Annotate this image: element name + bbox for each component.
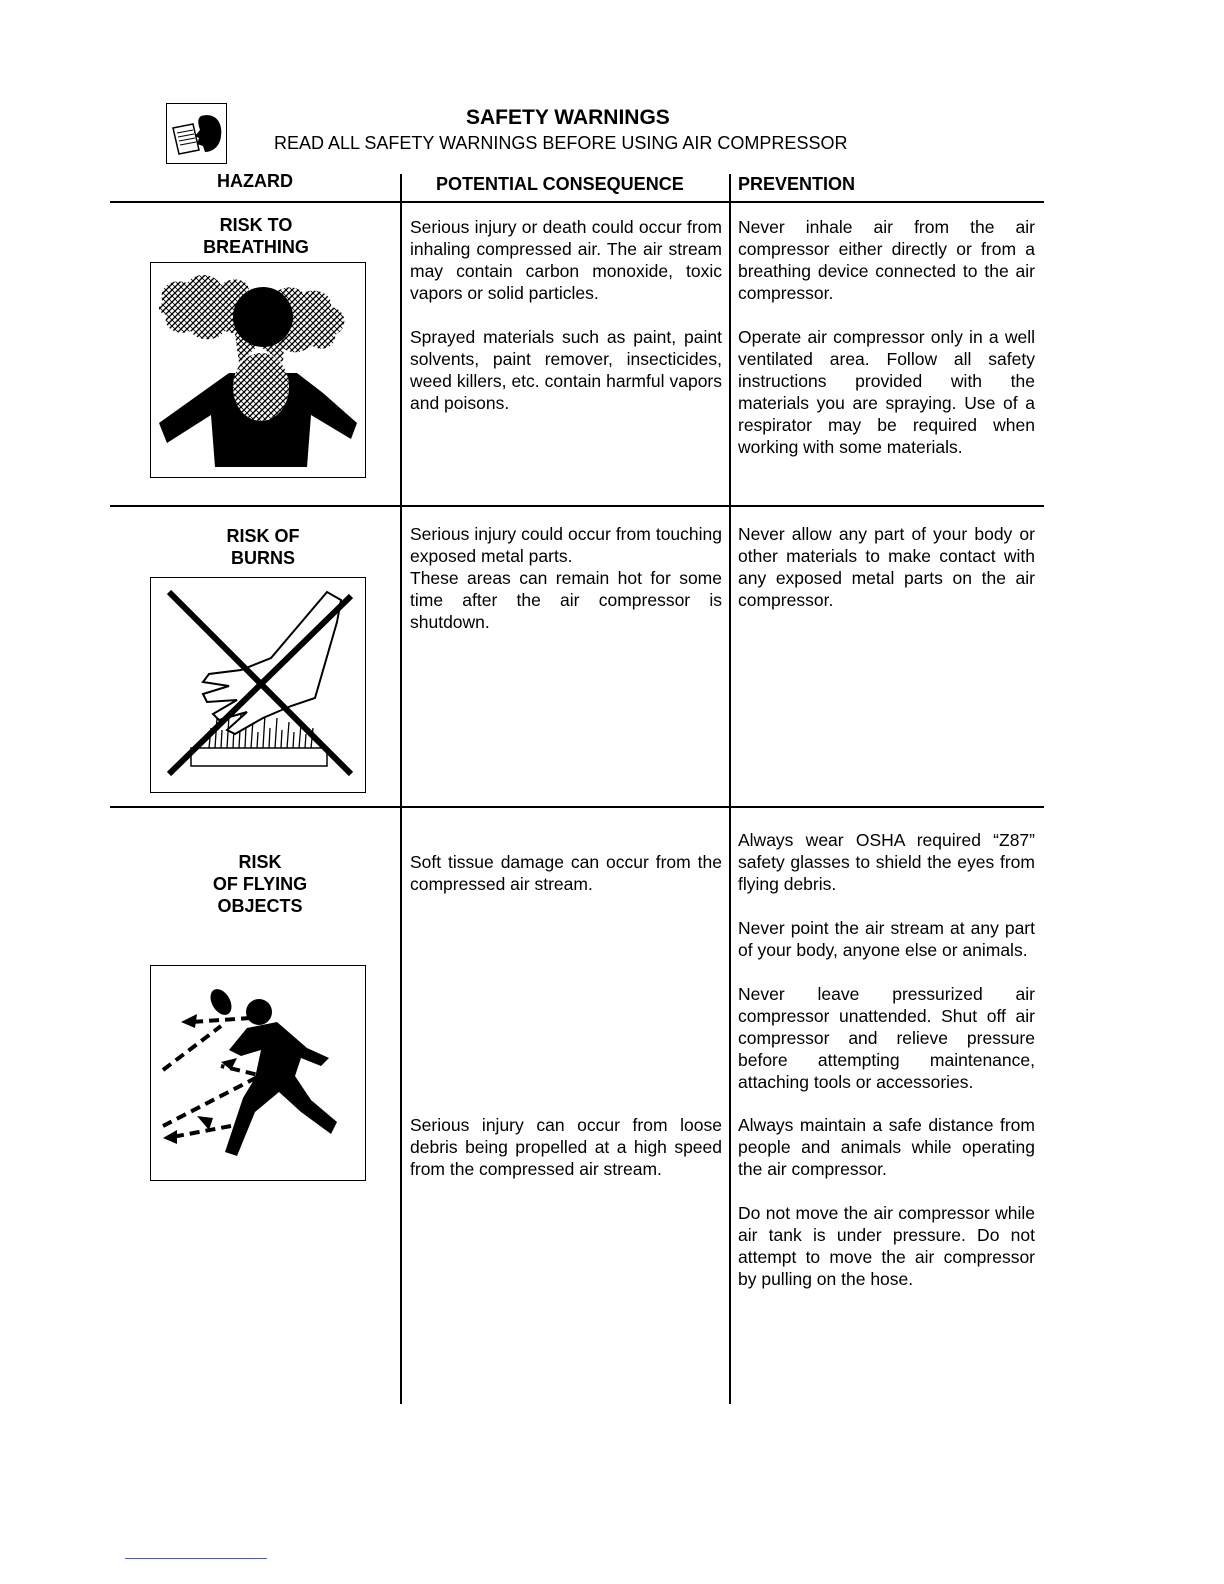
table-header-divider	[110, 201, 1044, 203]
hazard-label-line: BREATHING	[203, 237, 309, 257]
column-divider	[729, 174, 731, 1404]
consequence-text: Serious injury or death could occur from inhaling compressed air. The air stream may contain carbon monoxide, toxic vapors or solid particles.	[410, 217, 722, 303]
row-divider	[110, 806, 1044, 808]
prevention-text: Do not move the air compressor while air tank is under pressure. Do not attempt to move the air compressor by pulling on the hose.	[738, 1203, 1035, 1289]
burn-hazard-icon	[150, 577, 366, 793]
hazard-label-line: RISK	[238, 852, 282, 872]
flying-objects-hazard-icon	[150, 965, 366, 1181]
prevention-text: Operate air compressor only in a well ventilated area. Follow all safety instructions provided with the materials you are spraying. Use of a respirator may be required when working with some materials.	[738, 327, 1035, 457]
hazard-label-flying-objects	[180, 851, 340, 917]
page-subtitle: READ ALL SAFETY WARNINGS BEFORE USING AIR COMPRESSOR	[274, 133, 848, 153]
hazard-label-breathing	[176, 214, 336, 258]
consequence-text: Sprayed materials such as paint, paint solvents, paint remover, insecticides, weed killers, etc. contain harmful vapors and poisons.	[410, 327, 722, 413]
row-divider	[110, 505, 1044, 507]
hazard-label-line: RISK TO	[219, 215, 293, 235]
column-header-hazard: HAZARD	[217, 171, 293, 191]
hazard-label-line: OF FLYING	[212, 874, 308, 894]
prevention-text: Never leave pressurized air compressor unattended. Shut off air compressor and relieve pressure before attempting maintenance, attaching tools or accessories.	[738, 984, 1035, 1092]
hazard-label-line: RISK OF	[226, 526, 300, 546]
consequence-text: Serious injury could occur from touching exposed metal parts.	[410, 524, 722, 566]
consequence-text: Soft tissue damage can occur from the compressed air stream.	[410, 852, 722, 894]
hazard-label-line: BURNS	[230, 548, 295, 568]
prevention-text: Never point the air stream at any part of your body, anyone else or animals.	[738, 918, 1035, 960]
column-header-prevention: PREVENTION	[738, 174, 856, 194]
prevention-text: Never allow any part of your body or other materials to make contact with any exposed metal parts on the air compressor.	[738, 524, 1035, 610]
hazard-label-burns	[183, 525, 343, 569]
prevention-text: Never inhale air from the air compressor either directly or from a breathing device connected to the air compressor.	[738, 217, 1035, 303]
consequence-text: These areas can remain hot for some time after the air compressor is shutdown.	[410, 568, 722, 632]
hazard-label-line: OBJECTS	[217, 896, 303, 916]
prevention-text: Always maintain a safe distance from people and animals while operating the air compressor.	[738, 1115, 1035, 1179]
prevention-text: Always wear OSHA required “Z87” safety glasses to shield the eyes from flying debris.	[738, 830, 1035, 894]
consequence-text: Serious injury can occur from loose debris being propelled at a high speed from the compressed air stream.	[410, 1115, 722, 1179]
breathing-hazard-icon	[150, 262, 366, 478]
footer-rule	[125, 1558, 267, 1559]
column-header-consequence: POTENTIAL CONSEQUENCE	[436, 174, 684, 194]
read-manual-icon	[166, 103, 227, 164]
page-title: SAFETY WARNINGS	[466, 106, 670, 129]
column-divider	[400, 174, 402, 1404]
